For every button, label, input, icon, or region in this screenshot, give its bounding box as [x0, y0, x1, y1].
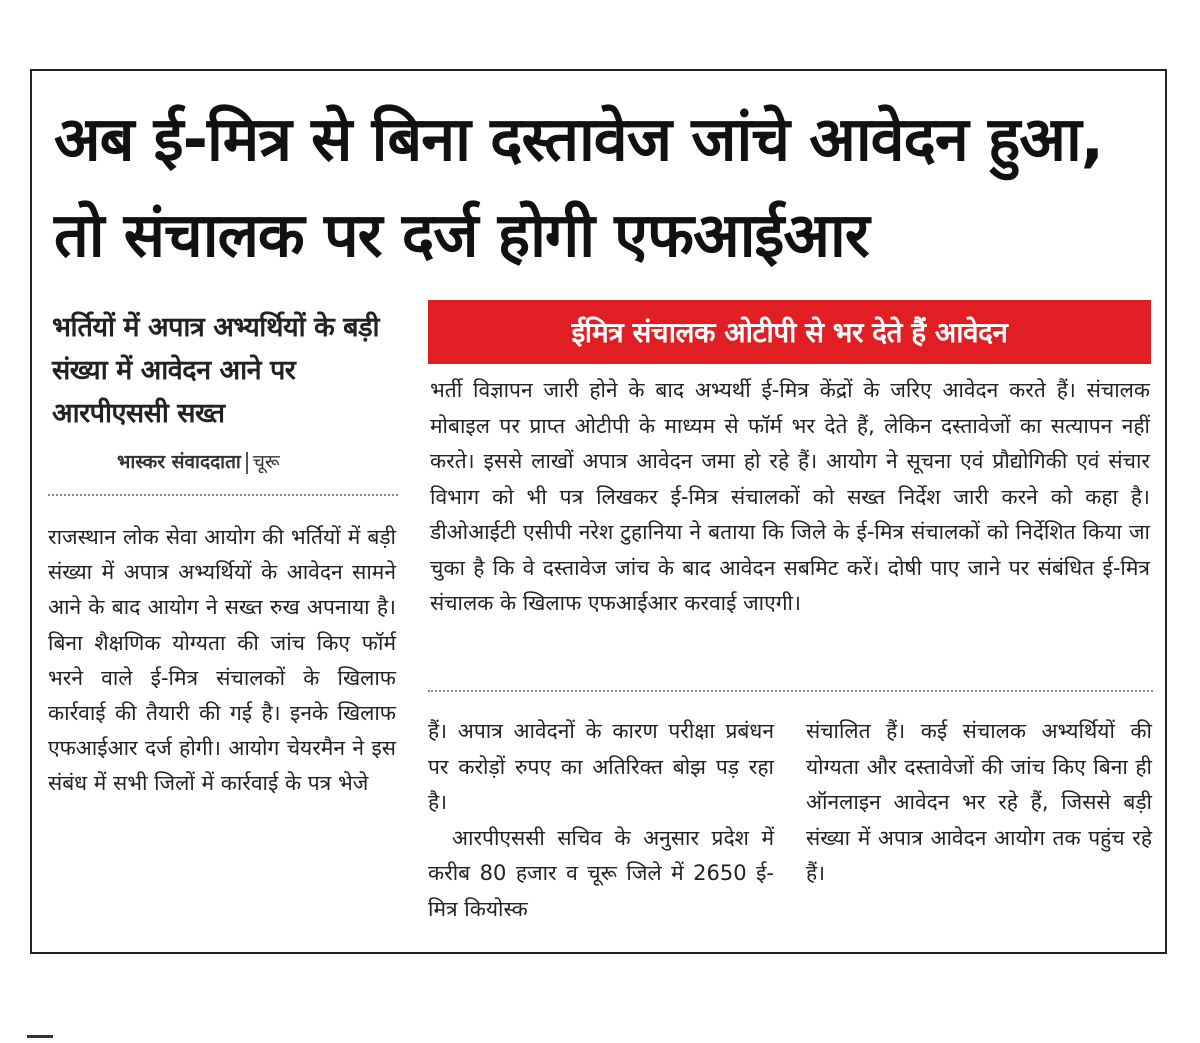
- right-column-text: संचालित हैं। कई संचालक अभ्यर्थियों की योग्यता और दस्तावेजों की जांच किए बिना ही ऑनलाइन आवेदन भर रहे हैं, जिससे बड़ी संख्या में अपात्र आवेदन आयोग तक पहुंच रहे हैं।: [806, 719, 1152, 885]
- divider-right: [428, 690, 1153, 692]
- divider-left: [48, 494, 398, 496]
- byline: [117, 448, 407, 474]
- right-column: [806, 714, 1152, 892]
- left-column-text: राजस्थान लोक सेवा आयोग की भर्तियों में बड़ी संख्या में अपात्र अभ्यर्थियों के आवेदन सामने आने के बाद आयोग ने सख्त रुख अपनाया है। बिना शैक्षणिक योग्यता की जांच किए फॉर्म भरने वाले ई-मित्र संचालकों के खिलाफ कार्रवाई की तैयारी की गई है। इनके खिलाफ एफआईआर दर्ज होगी। आयोग चेयरमैन ने इस संबंध में सभी जिलों में कार्रवाई के पत्र भेजे: [48, 525, 396, 796]
- middle-column-para-1: हैं। अपात्र आवेदनों के कारण परीक्षा प्रबंधन पर करोड़ों रुपए का अतिरिक्त बोझ पड़ रहा है।: [428, 719, 774, 814]
- box-intro-text: भर्ती विज्ञापन जारी होने के बाद अभ्यर्थी ई-मित्र केंद्रों के जरिए आवेदन करते हैं। संचालक मोबाइल पर प्राप्त ओटीपी के माध्यम से फॉर्म भर देते हैं, लेकिन दस्तावेजों का सत्यापन नहीं करते। इससे लाखों अपात्र आवेदन जमा हो रहे हैं। आयोग ने सूचना एवं प्रौद्योगिकी एवं संचार विभाग को भी पत्र लिखकर ई-मित्र संचालकों को सख्त निर्देश जारी करने को कहा है। डीओआईटी एसीपी नरेश टुहानिया ने बताया कि जिले के ई-मित्र संचालकों को निर्देशित किया जा चुका है कि वे दस्तावेज जांच के बाद आवेदन सबमिट करें। दोषी पाए जाने पर संबंधित ई-मित्र संचालक के खिलाफ एफआईआर करवाई जाएगी।: [430, 378, 1150, 615]
- middle-column: [428, 714, 774, 927]
- corner-mark: [27, 1035, 53, 1038]
- middle-column-para-2: आरपीएससी सचिव के अनुसार प्रदेश में करीब 80 हजार व चूरू जिले में 2650 ई-मित्र कियोस्क: [428, 825, 774, 921]
- byline-author: भास्कर संवाददाता: [117, 451, 241, 473]
- left-column: [48, 520, 396, 802]
- subheadline: भर्तियों में अपात्र अभ्यर्थियों के बड़ी संख्या में आवेदन आने पर आरपीएससी सख्त: [52, 312, 380, 429]
- box-heading: ईमित्र संचालक ओटीपी से भर देते हैं आवेदन: [428, 300, 1151, 364]
- box-intro: [430, 373, 1150, 622]
- headline: अब ई-मित्र से बिना दस्तावेज जांचे आवेदन हुआ, तो संचालक पर दर्ज होगी एफआईआर: [54, 104, 1103, 271]
- byline-location: चूरू: [252, 451, 280, 473]
- byline-separator: [246, 452, 248, 474]
